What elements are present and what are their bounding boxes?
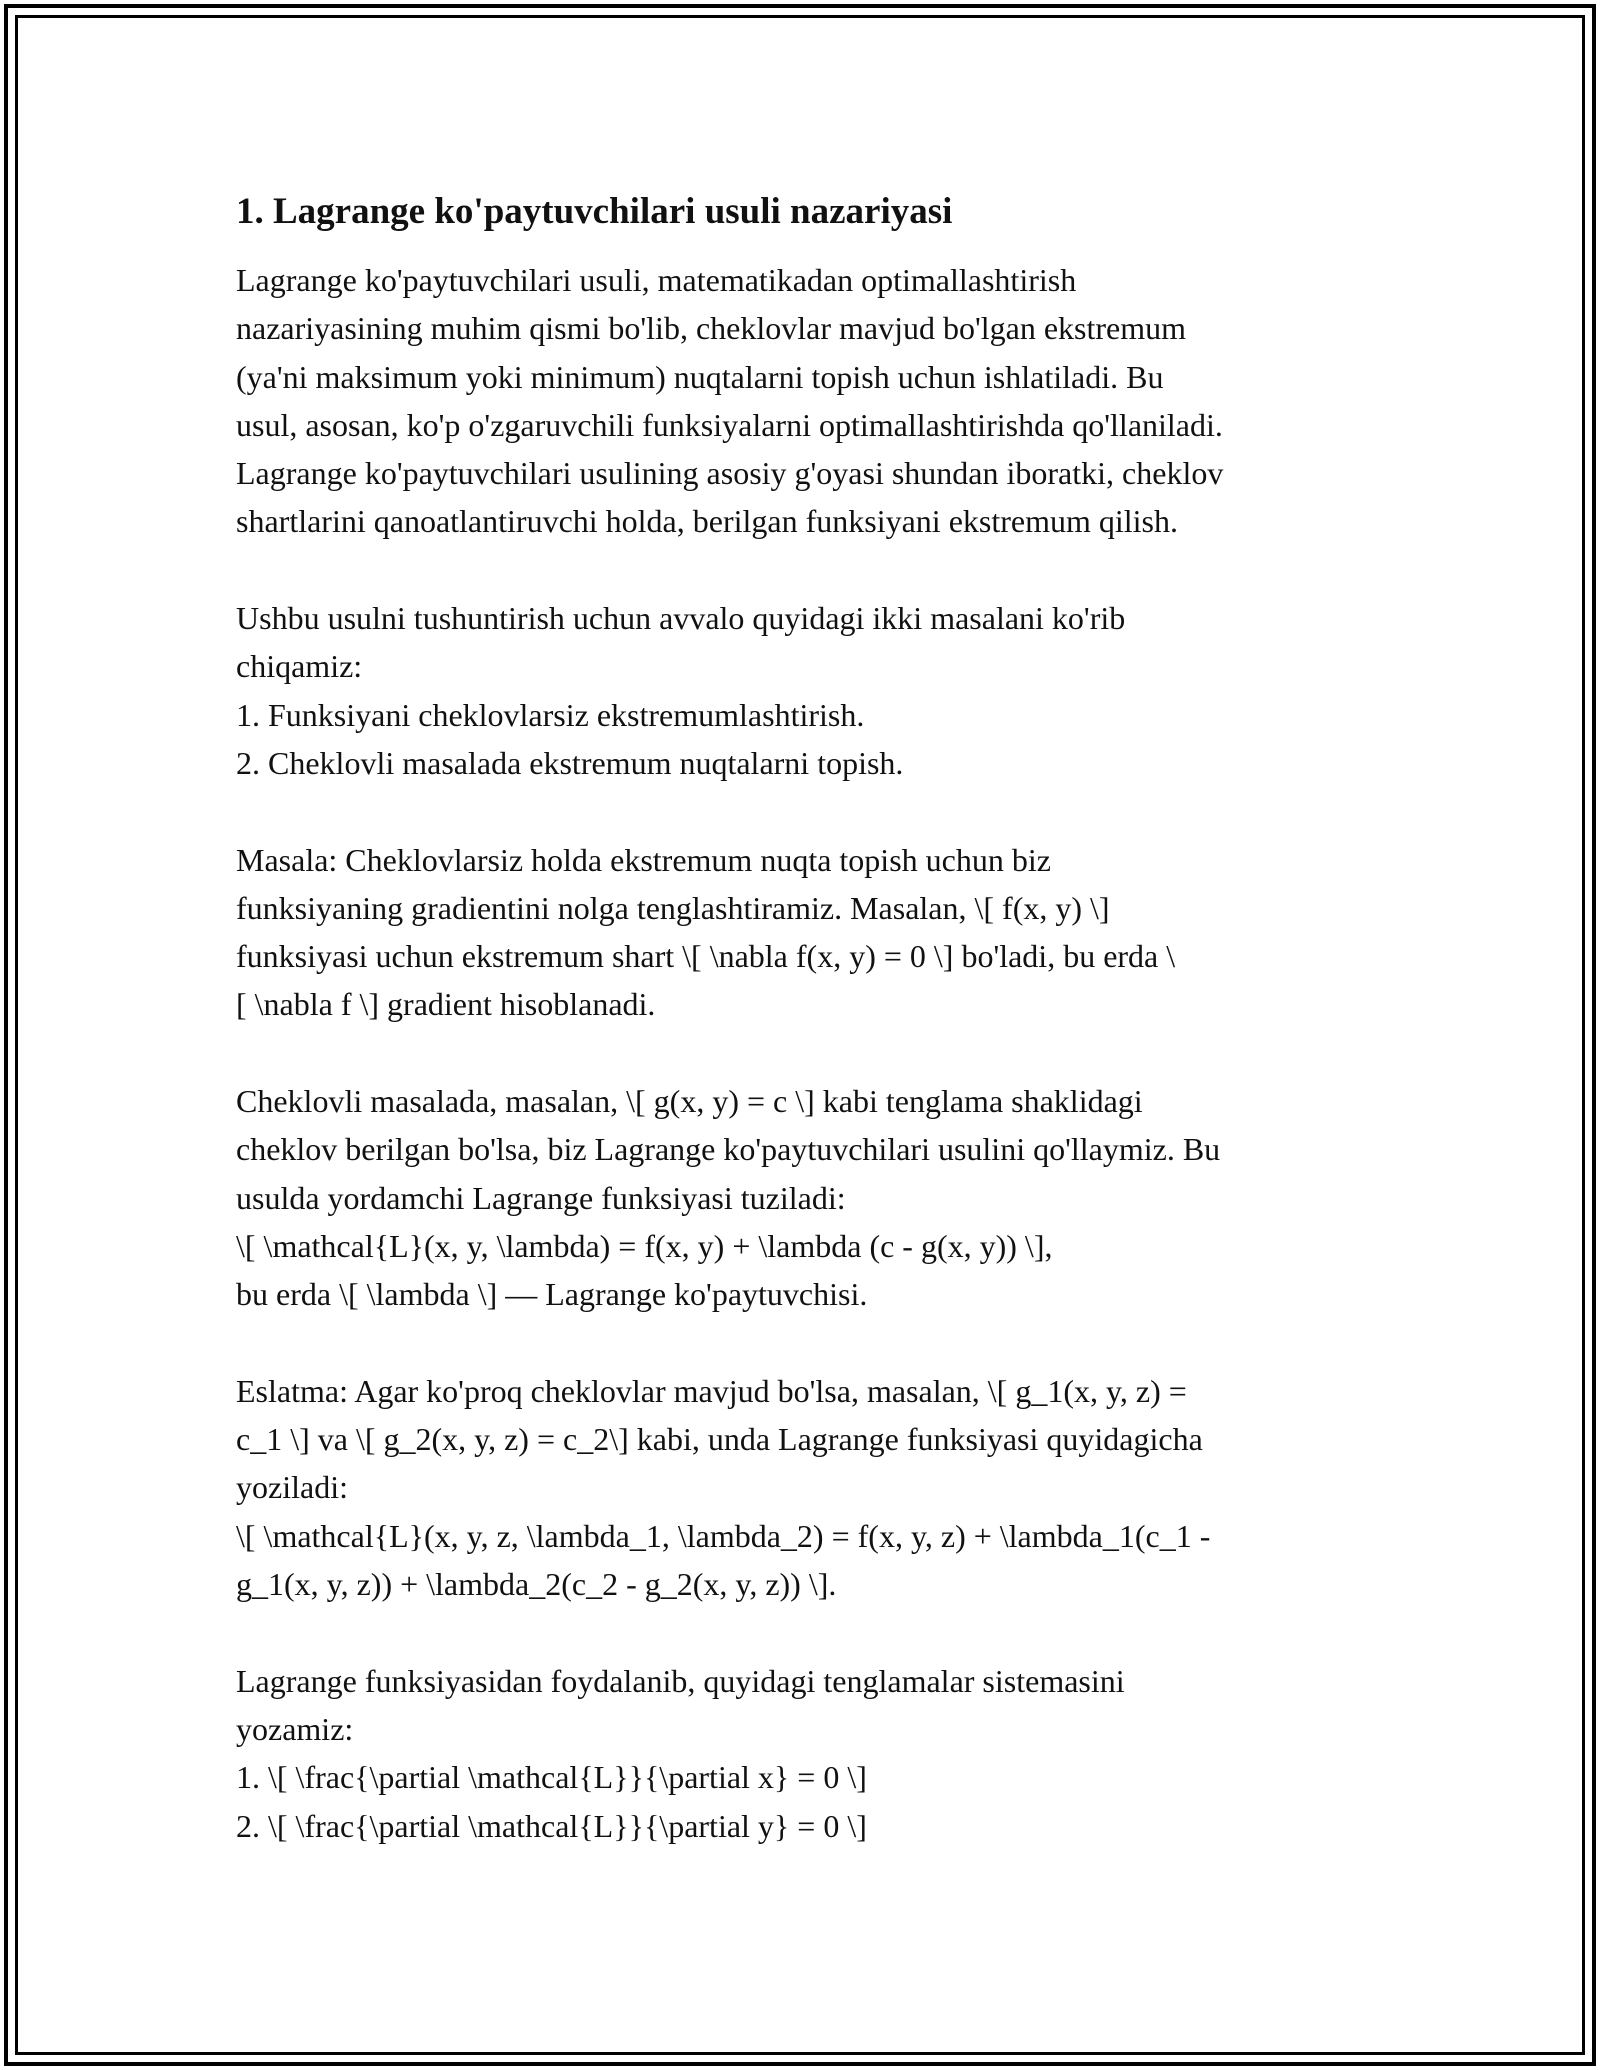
list-item: 2. Cheklovli masalada ekstremum nuqtalarni topish.: [236, 744, 904, 781]
text-line: funksiyasi uchun ekstremum shart \[ \nabla f(x, y) = 0 \] bo'ladi, bu erda \: [236, 938, 1176, 975]
text-line: Lagrange ko'paytuvchilari usuli, matematikadan optimallashtirish: [236, 262, 1077, 298]
text-line: usulda yordamchi Lagrange funksiyasi tuziladi:: [236, 1179, 846, 1216]
document-body: [236, 186, 1376, 1898]
text-line: chiqamiz:: [236, 648, 363, 685]
text-line: bu erda \[ \lambda \] — Lagrange ko'paytuvchisi.: [236, 1276, 868, 1313]
paragraph-unconstrained: [236, 836, 1376, 1029]
list-item: 1. Funksiyani cheklovlarsiz ekstremumlashtirish.: [236, 696, 865, 733]
paragraph-note: [236, 1367, 1376, 1608]
text-line: Ushbu usulni tushuntirish uchun avvalo quyidagi ikki masalani ko'rib: [236, 600, 1126, 637]
text-line: c_1 \] va \[ g_2(x, y, z) = c_2\] kabi, unda Lagrange funksiyasi quyidagicha: [236, 1421, 1203, 1458]
paragraph-intro: [236, 256, 1376, 546]
text-line: yozamiz:: [236, 1710, 354, 1747]
paragraph-constrained: [236, 1077, 1376, 1318]
text-line: shartlarini qanoatlantiruvchi holda, berilgan funksiyani ekstremum qilish.: [236, 503, 1178, 540]
text-line: Masala: Cheklovlarsiz holda ekstremum nuqta topish uchun biz: [236, 841, 1051, 878]
text-line: yoziladi:: [236, 1469, 348, 1506]
formula-line: \[ \mathcal{L}(x, y, \lambda) = f(x, y) + \lambda (c - g(x, y)) \],: [236, 1227, 1053, 1264]
text-line: Lagrange ko'paytuvchilari usulining asosiy g'oyasi shundan iboratki, cheklov: [236, 455, 1224, 492]
equation-item: 2. \[ \frac{\partial \mathcal{L}}{\partial y} = 0 \]: [236, 1807, 867, 1844]
text-line: Eslatma: Agar ko'proq cheklovlar mavjud bo'lsa, masalan, \[ g_1(x, y, z) =: [236, 1372, 1187, 1409]
text-line: Cheklovli masalada, masalan, \[ g(x, y) = c \] kabi tenglama shaklidagi: [236, 1083, 1143, 1120]
text-line: funksiyaning gradientini nolga tenglashtiramiz. Masalan, \[ f(x, y) \]: [236, 889, 1110, 926]
formula-line: g_1(x, y, z)) + \lambda_2(c_2 - g_2(x, y, z)) \].: [236, 1566, 837, 1603]
paragraph-system: [236, 1657, 1376, 1850]
text-line: (ya'ni maksimum yoki minimum) nuqtalarni topish uchun ishlatiladi. Bu: [236, 358, 1164, 395]
formula-line: \[ \mathcal{L}(x, y, z, \lambda_1, \lambda_2) = f(x, y, z) + \lambda_1(c_1 -: [236, 1517, 1211, 1554]
text-line: usul, asosan, ko'p o'zgaruvchili funksiyalarni optimallashtirishda qo'llaniladi.: [236, 406, 1223, 443]
text-line: Lagrange funksiyasidan foydalanib, quyidagi tenglamalar sistemasini: [236, 1662, 1125, 1699]
section-title: 1. Lagrange ko'paytuvchilari usuli nazariyasi: [236, 191, 953, 232]
paragraph-problems: [236, 594, 1376, 787]
text-line: nazariyasining muhim qismi bo'lib, cheklovlar mavjud bo'lgan ekstremum: [236, 310, 1187, 347]
text-line: [ \nabla f \] gradient hisoblanadi.: [236, 986, 656, 1023]
text-line: cheklov berilgan bo'lsa, biz Lagrange ko'paytuvchilari usulini qo'llaymiz. Bu: [236, 1131, 1221, 1168]
equation-item: 1. \[ \frac{\partial \mathcal{L}}{\partial x} = 0 \]: [236, 1759, 867, 1796]
